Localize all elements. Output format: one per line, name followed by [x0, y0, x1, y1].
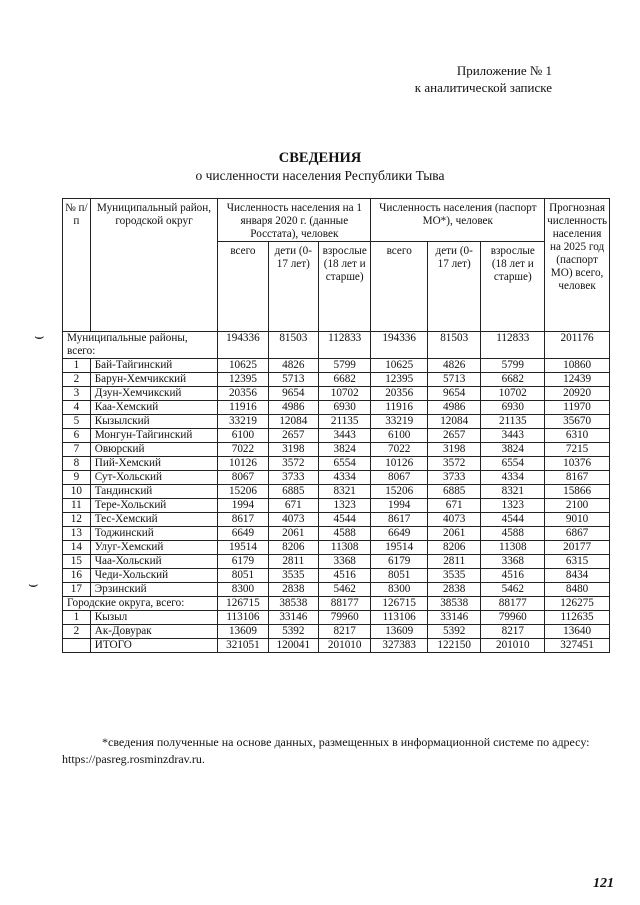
value-cell: 4334	[318, 471, 370, 485]
value-cell: 6867	[545, 527, 610, 541]
value-cell: 6930	[318, 401, 370, 415]
value-cell: 38538	[268, 597, 318, 611]
row-number: 11	[63, 499, 91, 513]
value-cell: 38538	[427, 597, 480, 611]
value-cell: 10625	[371, 359, 428, 373]
value-cell: 12084	[268, 415, 318, 429]
value-cell: 3733	[427, 471, 480, 485]
row-number: 9	[63, 471, 91, 485]
value-cell: 5392	[268, 625, 318, 639]
value-cell: 3535	[268, 569, 318, 583]
value-cell: 5392	[427, 625, 480, 639]
value-cell: 5713	[427, 373, 480, 387]
table-row	[63, 387, 610, 401]
value-cell: 5462	[318, 583, 370, 597]
table-row	[63, 443, 610, 457]
empty-cell	[63, 639, 91, 653]
value-cell: 21135	[481, 415, 545, 429]
value-cell: 13609	[218, 625, 268, 639]
value-cell: 10126	[218, 457, 268, 471]
col-passport-header: Численность населения (паспорт МО*), человек	[371, 199, 545, 242]
value-cell: 6554	[318, 457, 370, 471]
value-cell: 194336	[371, 332, 428, 359]
value-cell: 33219	[218, 415, 268, 429]
page-number: 121	[593, 876, 614, 891]
value-cell: 4516	[481, 569, 545, 583]
row-number: 1	[63, 359, 91, 373]
footnote: *сведения полученные на основе данных, размещенных в информационной системе по адресу: https://pasreg.rosminzdrav.ru.	[62, 735, 590, 766]
value-cell: 7022	[218, 443, 268, 457]
row-number: 14	[63, 541, 91, 555]
district-name: Ак-Довурак	[90, 625, 217, 639]
value-cell: 13640	[545, 625, 610, 639]
district-name: Эрзинский	[90, 583, 217, 597]
subcol-children: дети (0-17 лет)	[427, 242, 480, 332]
value-cell: 11308	[481, 541, 545, 555]
district-name: Дзун-Хемчикский	[90, 387, 217, 401]
value-cell: 2061	[427, 527, 480, 541]
table-row	[63, 499, 610, 513]
value-cell: 201010	[318, 639, 370, 653]
value-cell: 8206	[268, 541, 318, 555]
value-cell: 126275	[545, 597, 610, 611]
value-cell: 10625	[218, 359, 268, 373]
row-number: 2	[63, 625, 91, 639]
value-cell: 6310	[545, 429, 610, 443]
col-forecast-header: Прогнозная численность населения на 2025 год (паспорт МО) всего, человек	[545, 199, 610, 332]
value-cell: 8051	[371, 569, 428, 583]
subcol-adults: взрослые (18 лет и старше)	[318, 242, 370, 332]
value-cell: 81503	[268, 332, 318, 359]
value-cell: 6885	[427, 485, 480, 499]
subcol-total: всего	[371, 242, 428, 332]
value-cell: 3824	[481, 443, 545, 457]
table-row	[63, 513, 610, 527]
value-cell: 8067	[371, 471, 428, 485]
value-cell: 10702	[318, 387, 370, 401]
value-cell: 3368	[318, 555, 370, 569]
district-name: Пий-Хемский	[90, 457, 217, 471]
district-name: Бай-Тайгинский	[90, 359, 217, 373]
value-cell: 122150	[427, 639, 480, 653]
value-cell: 3443	[481, 429, 545, 443]
value-cell: 6179	[371, 555, 428, 569]
table-row	[63, 541, 610, 555]
value-cell: 10376	[545, 457, 610, 471]
population-table	[62, 198, 610, 653]
value-cell: 4826	[427, 359, 480, 373]
value-cell: 35670	[545, 415, 610, 429]
table-row	[63, 415, 610, 429]
value-cell: 113106	[371, 611, 428, 625]
value-cell: 112833	[481, 332, 545, 359]
row-number: 6	[63, 429, 91, 443]
value-cell: 2100	[545, 499, 610, 513]
group-total-row	[63, 597, 610, 611]
table-row	[63, 485, 610, 499]
margin-mark: ⌣	[28, 576, 39, 593]
value-cell: 11916	[371, 401, 428, 415]
value-cell: 8434	[545, 569, 610, 583]
value-cell: 112635	[545, 611, 610, 625]
value-cell: 4986	[268, 401, 318, 415]
value-cell: 7215	[545, 443, 610, 457]
row-number: 13	[63, 527, 91, 541]
value-cell: 8480	[545, 583, 610, 597]
row-number: 12	[63, 513, 91, 527]
value-cell: 20177	[545, 541, 610, 555]
district-name: Сут-Хольский	[90, 471, 217, 485]
table-row	[63, 429, 610, 443]
value-cell: 8217	[481, 625, 545, 639]
value-cell: 33146	[427, 611, 480, 625]
value-cell: 12395	[371, 373, 428, 387]
value-cell: 2811	[268, 555, 318, 569]
value-cell: 8051	[218, 569, 268, 583]
row-number: 17	[63, 583, 91, 597]
value-cell: 4986	[427, 401, 480, 415]
row-number: 15	[63, 555, 91, 569]
row-number: 2	[63, 373, 91, 387]
value-cell: 7022	[371, 443, 428, 457]
value-cell: 6554	[481, 457, 545, 471]
value-cell: 8617	[371, 513, 428, 527]
margin-mark: ⌣	[34, 328, 45, 345]
document-title: СВЕДЕНИЯ	[278, 150, 362, 166]
value-cell: 6682	[318, 373, 370, 387]
value-cell: 671	[268, 499, 318, 513]
value-cell: 3198	[268, 443, 318, 457]
col-num-header: № п/п	[63, 199, 91, 332]
value-cell: 5462	[481, 583, 545, 597]
value-cell: 6179	[218, 555, 268, 569]
value-cell: 13609	[371, 625, 428, 639]
value-cell: 201176	[545, 332, 610, 359]
value-cell: 113106	[218, 611, 268, 625]
appendix-line2: к аналитической записке	[414, 80, 552, 95]
value-cell: 4588	[481, 527, 545, 541]
value-cell: 2811	[427, 555, 480, 569]
value-cell: 1323	[318, 499, 370, 513]
value-cell: 2838	[268, 583, 318, 597]
value-cell: 11308	[318, 541, 370, 555]
value-cell: 6315	[545, 555, 610, 569]
value-cell: 6649	[218, 527, 268, 541]
value-cell: 126715	[371, 597, 428, 611]
value-cell: 8217	[318, 625, 370, 639]
value-cell: 327383	[371, 639, 428, 653]
district-name: Тоджинский	[90, 527, 217, 541]
district-name: Улуг-Хемский	[90, 541, 217, 555]
value-cell: 194336	[218, 332, 268, 359]
district-name: Тес-Хемский	[90, 513, 217, 527]
value-cell: 8617	[218, 513, 268, 527]
district-name: Чеди-Хольский	[90, 569, 217, 583]
value-cell: 10860	[545, 359, 610, 373]
value-cell: 327451	[545, 639, 610, 653]
value-cell: 4544	[481, 513, 545, 527]
district-name: Овюрский	[90, 443, 217, 457]
value-cell: 88177	[481, 597, 545, 611]
value-cell: 33219	[371, 415, 428, 429]
appendix-header	[415, 62, 552, 96]
value-cell: 20356	[371, 387, 428, 401]
table-row	[63, 373, 610, 387]
value-cell: 15206	[371, 485, 428, 499]
table-row	[63, 359, 610, 373]
value-cell: 1994	[218, 499, 268, 513]
value-cell: 15866	[545, 485, 610, 499]
header-row	[63, 199, 610, 242]
col-rosstat-header: Численность населения на 1 января 2020 г. (данные Росстата), человек	[218, 199, 371, 242]
value-cell: 671	[427, 499, 480, 513]
value-cell: 4073	[268, 513, 318, 527]
subcol-adults: взрослые (18 лет и старше)	[481, 242, 545, 332]
table-row	[63, 611, 610, 625]
value-cell: 12439	[545, 373, 610, 387]
row-number: 4	[63, 401, 91, 415]
value-cell: 3198	[427, 443, 480, 457]
value-cell: 8300	[371, 583, 428, 597]
value-cell: 10702	[481, 387, 545, 401]
value-cell: 6930	[481, 401, 545, 415]
value-cell: 6649	[371, 527, 428, 541]
row-number: 7	[63, 443, 91, 457]
value-cell: 321051	[218, 639, 268, 653]
value-cell: 11970	[545, 401, 610, 415]
value-cell: 3535	[427, 569, 480, 583]
value-cell: 2061	[268, 527, 318, 541]
value-cell: 8167	[545, 471, 610, 485]
subcol-children: дети (0-17 лет)	[268, 242, 318, 332]
value-cell: 2838	[427, 583, 480, 597]
value-cell: 8206	[427, 541, 480, 555]
group-total-row	[63, 332, 610, 359]
value-cell: 15206	[218, 485, 268, 499]
table-row	[63, 625, 610, 639]
value-cell: 21135	[318, 415, 370, 429]
value-cell: 4516	[318, 569, 370, 583]
total-label: ИТОГО	[90, 639, 217, 653]
value-cell: 3824	[318, 443, 370, 457]
value-cell: 12395	[218, 373, 268, 387]
value-cell: 3443	[318, 429, 370, 443]
value-cell: 2657	[268, 429, 318, 443]
value-cell: 6100	[371, 429, 428, 443]
value-cell: 8321	[318, 485, 370, 499]
value-cell: 4334	[481, 471, 545, 485]
value-cell: 3572	[268, 457, 318, 471]
row-number: 5	[63, 415, 91, 429]
value-cell: 9654	[427, 387, 480, 401]
value-cell: 5799	[318, 359, 370, 373]
district-name: Кызылский	[90, 415, 217, 429]
district-name: Тере-Хольский	[90, 499, 217, 513]
grand-total-row	[63, 639, 610, 653]
value-cell: 201010	[481, 639, 545, 653]
subcol-total: всего	[218, 242, 268, 332]
value-cell: 4073	[427, 513, 480, 527]
district-name: Чаа-Хольский	[90, 555, 217, 569]
value-cell: 112833	[318, 332, 370, 359]
district-name: Монгун-Тайгинский	[90, 429, 217, 443]
table-row	[63, 457, 610, 471]
group-label: Муниципальные районы, всего:	[63, 332, 218, 359]
table-row	[63, 583, 610, 597]
row-number: 10	[63, 485, 91, 499]
value-cell: 8067	[218, 471, 268, 485]
value-cell: 4544	[318, 513, 370, 527]
table-row	[63, 401, 610, 415]
value-cell: 126715	[218, 597, 268, 611]
value-cell: 19514	[371, 541, 428, 555]
value-cell: 11916	[218, 401, 268, 415]
col-district-header: Муниципальный район, городской округ	[90, 199, 217, 332]
value-cell: 9010	[545, 513, 610, 527]
row-number: 3	[63, 387, 91, 401]
district-name: Каа-Хемский	[90, 401, 217, 415]
row-number: 8	[63, 457, 91, 471]
value-cell: 3733	[268, 471, 318, 485]
value-cell: 8321	[481, 485, 545, 499]
value-cell: 5713	[268, 373, 318, 387]
value-cell: 20920	[545, 387, 610, 401]
value-cell: 9654	[268, 387, 318, 401]
value-cell: 6682	[481, 373, 545, 387]
district-name: Кызыл	[90, 611, 217, 625]
district-name: Тандинский	[90, 485, 217, 499]
value-cell: 88177	[318, 597, 370, 611]
table-row	[63, 471, 610, 485]
table-row	[63, 555, 610, 569]
value-cell: 2657	[427, 429, 480, 443]
value-cell: 4826	[268, 359, 318, 373]
value-cell: 79960	[481, 611, 545, 625]
value-cell: 5799	[481, 359, 545, 373]
value-cell: 8300	[218, 583, 268, 597]
value-cell: 81503	[427, 332, 480, 359]
appendix-line1: Приложение № 1	[456, 63, 552, 78]
document-subtitle: о численности населения Республики Тыва	[195, 168, 445, 183]
value-cell: 1323	[481, 499, 545, 513]
row-number: 1	[63, 611, 91, 625]
value-cell: 79960	[318, 611, 370, 625]
group-label: Городские округа, всего:	[63, 597, 218, 611]
row-number: 16	[63, 569, 91, 583]
value-cell: 3368	[481, 555, 545, 569]
table-row	[63, 527, 610, 541]
value-cell: 20356	[218, 387, 268, 401]
value-cell: 120041	[268, 639, 318, 653]
value-cell: 6100	[218, 429, 268, 443]
value-cell: 10126	[371, 457, 428, 471]
district-name: Барун-Хемчикский	[90, 373, 217, 387]
value-cell: 3572	[427, 457, 480, 471]
value-cell: 19514	[218, 541, 268, 555]
table-row	[63, 569, 610, 583]
value-cell: 12084	[427, 415, 480, 429]
value-cell: 6885	[268, 485, 318, 499]
value-cell: 33146	[268, 611, 318, 625]
value-cell: 1994	[371, 499, 428, 513]
value-cell: 4588	[318, 527, 370, 541]
